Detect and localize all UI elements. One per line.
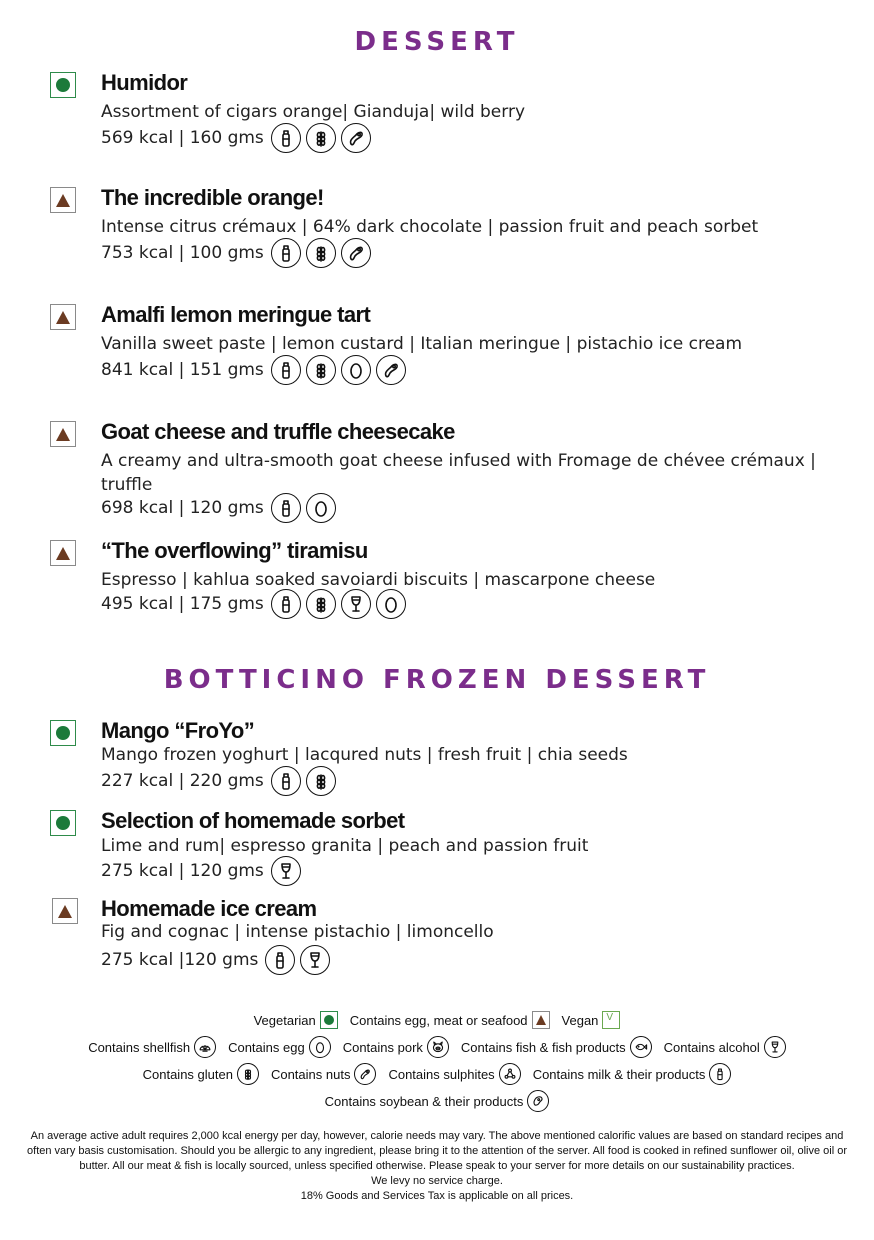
milk-icon-glyph [276,771,296,791]
item-nutrition [101,856,301,886]
pork-icon [427,1036,449,1058]
item-nutrition [101,238,371,268]
section-title-dessert: DESSERT [354,27,520,57]
legend-label: Contains fish & fish products [460,1039,626,1055]
milk-icon-glyph [276,498,296,518]
alcohol-icon [341,589,371,619]
gluten-icon [306,123,336,153]
section-title-frozen-dessert: BOTTICINO FROZEN DESSERT [163,665,711,695]
item-name: Humidor [101,70,188,95]
legend-label: Contains pork [342,1039,423,1055]
item-name: Mango “FroYo” [101,718,255,743]
gluten-icon-glyph [311,128,331,148]
milk-icon-glyph [276,243,296,263]
legend-pork [343,1036,449,1058]
milk-icon [271,589,301,619]
item-nutrition [101,945,330,975]
shellfish-icon [194,1036,216,1058]
item-name: Goat cheese and truffle cheesecake [101,419,455,444]
service-charge-note: We levy no service charge. [371,1175,503,1187]
gluten-icon [306,589,336,619]
milk-icon [271,123,301,153]
sulphites-icon [499,1063,521,1085]
egg-icon [376,589,406,619]
nutrition-text: 841 kcal | 151 gms [101,360,264,380]
gluten-icon-glyph [311,594,331,614]
legend-label: Contains alcohol [663,1039,760,1055]
legend-nuts [271,1063,377,1085]
egg-icon [341,355,371,385]
vegan-icon [602,1011,620,1029]
non-vegetarian-icon [50,540,76,566]
non-vegetarian-icon [50,421,76,447]
alcohol-icon-glyph [276,861,296,881]
milk-icon [271,238,301,268]
legend-row-3 [0,1063,874,1085]
nutrition-text: 275 kcal | 120 gms [101,861,264,881]
legend-label: Contains milk & their products [532,1066,706,1082]
non-vegetarian-icon [50,187,76,213]
milk-icon-glyph [276,594,296,614]
gst-note: 18% Goods and Services Tax is applicable on all prices. [300,1190,574,1202]
item-description: Mango frozen yoghurt | lacqured nuts | fresh fruit | chia seeds [101,745,628,765]
shellfish-icon-glyph [198,1040,212,1054]
egg-icon [309,1036,331,1058]
legend-row-4 [0,1090,874,1112]
fish-icon-glyph [634,1040,648,1054]
gluten-icon-glyph [241,1067,255,1081]
soybean-icon-glyph [531,1094,545,1108]
item-name: “The overflowing” tiramisu [101,538,368,563]
alcohol-icon-glyph [768,1040,782,1054]
item-description: A creamy and ultra-smooth goat cheese infused with Fromage de chévee crémaux | truffle [101,451,816,495]
item-nutrition [101,355,406,385]
item-nutrition [101,493,336,523]
legend-fish [461,1036,652,1058]
legend-milk [533,1063,732,1085]
legend-label: Contains sulphites [388,1066,495,1082]
item-description: Intense citrus crémaux | 64% dark chocolate | passion fruit and peach sorbet [101,217,759,237]
legend-label: Vegan [561,1012,599,1028]
egg-icon [306,493,336,523]
milk-icon-glyph [276,128,296,148]
sulphites-icon-glyph [503,1067,517,1081]
egg-icon-glyph [381,594,401,614]
legend-label: Vegetarian [253,1012,316,1028]
legend-row-2 [0,1036,874,1058]
item-description: Fig and cognac | intense pistachio | limoncello [101,922,494,942]
nuts-icon [341,123,371,153]
vegetarian-icon [50,810,76,836]
nutrition-text: 495 kcal | 175 gms [101,594,264,614]
legend-sulphites [388,1063,520,1085]
legend-vegan [562,1011,621,1029]
nuts-icon [376,355,406,385]
nutrition-text: 275 kcal |120 gms [101,950,259,970]
nutrition-text: 227 kcal | 220 gms [101,771,264,791]
nuts-icon-glyph [346,243,366,263]
nutrition-text: 569 kcal | 160 gms [101,128,264,148]
nutrition-text: 698 kcal | 120 gms [101,498,264,518]
alcohol-icon-glyph [346,594,366,614]
legend-vegetarian [254,1011,338,1029]
item-description: Vanilla sweet paste | lemon custard | Italian meringue | pistachio ice cream [101,334,743,354]
vegetarian-icon [50,72,76,98]
legend-label: Contains soybean & their products [324,1093,524,1109]
legend-egg [228,1036,331,1058]
gluten-icon [306,355,336,385]
nuts-icon [341,238,371,268]
gluten-icon-glyph [311,360,331,380]
item-nutrition [101,123,371,153]
nuts-icon-glyph [358,1067,372,1081]
disclaimer-text: An average active adult requires 2,000 kcal energy per day, however, calorie needs may vary. The above mentioned calorific values are based on standard recipes and often vary basis customisation. Should you be allergic to any ingredient, please bring it to the attention of the server. All food is cooked in refined sunflower oil, olive oil or butter. All our meat & fish is locally sourced, unless specified otherwise. Please speak to your server for more details on our sustainability practices. [27,1130,847,1172]
legend-nonveg [350,1011,550,1029]
legend-alcohol [664,1036,786,1058]
item-name: Selection of homemade sorbet [101,808,405,833]
non-vegetarian-icon [50,304,76,330]
alcohol-icon [300,945,330,975]
item-name: Amalfi lemon meringue tart [101,302,371,327]
item-description: Assortment of cigars orange| Gianduja| wild berry [101,102,526,122]
legend-gluten [143,1063,259,1085]
nutrition-text: 753 kcal | 100 gms [101,243,264,263]
alcohol-icon-glyph [305,950,325,970]
milk-icon [271,355,301,385]
egg-icon-glyph [313,1040,327,1054]
legend-label: Contains egg [228,1039,305,1055]
pork-icon-glyph [431,1040,445,1054]
alcohol-icon [271,856,301,886]
milk-icon [709,1063,731,1085]
soybean-icon [527,1090,549,1112]
vegetarian-icon [320,1011,338,1029]
milk-icon-glyph [713,1067,727,1081]
item-description: Lime and rum| espresso granita | peach and passion fruit [101,836,589,856]
item-nutrition [101,766,336,796]
vegetarian-icon [50,720,76,746]
gluten-icon [306,766,336,796]
fish-icon [630,1036,652,1058]
gluten-icon [237,1063,259,1085]
milk-icon [271,493,301,523]
egg-icon-glyph [311,498,331,518]
footer-disclaimer [20,1129,854,1204]
legend-label: Contains egg, meat or seafood [349,1012,528,1028]
milk-icon [271,766,301,796]
egg-icon-glyph [346,360,366,380]
legend-shellfish [88,1036,216,1058]
legend-label: Contains gluten [142,1066,233,1082]
item-nutrition [101,589,406,619]
item-name: Homemade ice cream [101,896,317,921]
nuts-icon-glyph [381,360,401,380]
nuts-icon-glyph [346,128,366,148]
milk-icon-glyph [270,950,290,970]
gluten-icon-glyph [311,243,331,263]
milk-icon [265,945,295,975]
item-name: The incredible orange! [101,185,324,210]
gluten-icon-glyph [311,771,331,791]
legend-soybean [325,1090,550,1112]
gluten-icon [306,238,336,268]
legend-row-1 [0,1011,874,1029]
non-vegetarian-icon [52,898,78,924]
nuts-icon [354,1063,376,1085]
item-description: Espresso | kahlua soaked savoiardi biscuits | mascarpone cheese [101,570,656,590]
legend-label: Contains nuts [270,1066,351,1082]
legend-label: Contains shellfish [88,1039,191,1055]
milk-icon-glyph [276,360,296,380]
non-vegetarian-icon [532,1011,550,1029]
alcohol-icon [764,1036,786,1058]
